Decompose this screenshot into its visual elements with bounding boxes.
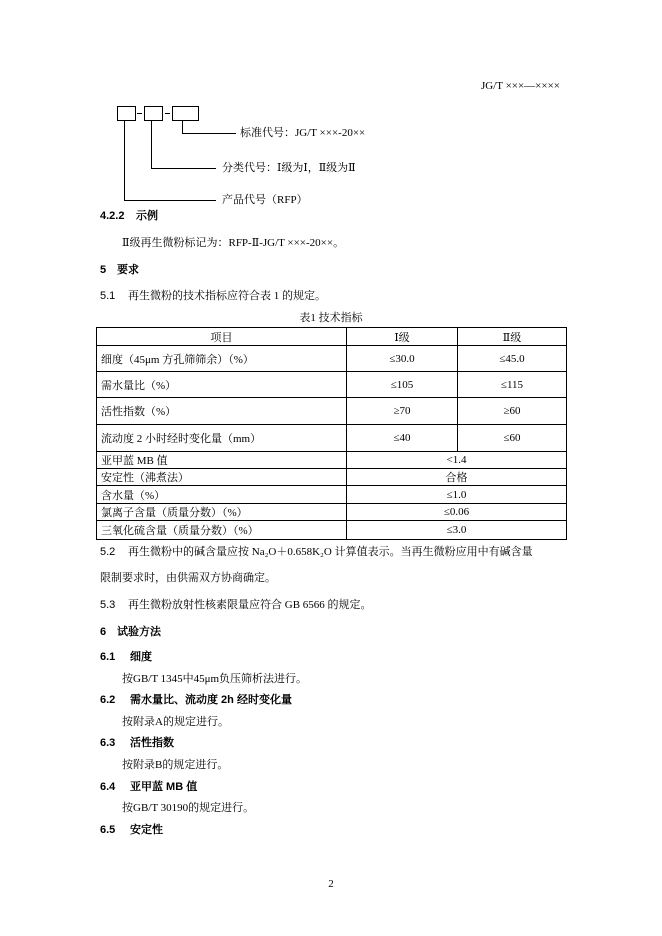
section-number: 5.3	[100, 599, 116, 611]
section-title: 安定性	[130, 824, 163, 836]
row-grade-2: ≤60	[458, 425, 567, 452]
table-row	[97, 469, 567, 486]
row-grade-2: ≤45.0	[458, 346, 567, 372]
row-grade-2: ≥60	[458, 398, 567, 425]
row-grade-1: ≤105	[347, 372, 458, 398]
standard-code-label: 标准代号：JG/T ×××-20××	[240, 127, 366, 139]
section-5-2-paragraph	[100, 545, 533, 559]
table-row	[97, 425, 567, 452]
row-item: 亚甲蓝 MB 值	[97, 452, 347, 469]
section-number: 5.2	[100, 546, 116, 558]
grade-code-box	[145, 107, 163, 121]
section-6-1-body: 按GB/T 1345中45μm负压筛析法进行。	[122, 673, 308, 685]
row-item: 需水量比（%）	[97, 372, 347, 398]
row-item: 三氧化硫含量（质量分数）（%）	[97, 521, 347, 540]
row-grade-2: ≤115	[458, 372, 567, 398]
table-row	[97, 521, 567, 540]
section-6-heading	[100, 625, 161, 639]
product-code-label: 产品代号（RFP）	[222, 194, 308, 206]
section-number: 6.3	[100, 737, 116, 749]
table-header-row	[97, 328, 567, 346]
section-number: 5	[100, 264, 107, 276]
standard-code-leader	[183, 121, 237, 134]
table-caption: 表1 技术指标	[299, 312, 363, 324]
section-6-1-heading	[100, 650, 152, 664]
section-6-2-heading	[100, 693, 292, 707]
section-6-5-heading	[100, 823, 163, 837]
section-6-3-body: 按附录B的规定进行。	[122, 759, 229, 771]
section-title: 需水量比、流动度 2h 经时变化量	[130, 694, 292, 706]
paragraph-text: 再生微粉的技术指标应符合表 1 的规定。	[128, 290, 326, 302]
section-number: 6.5	[100, 824, 116, 836]
section-title: 试验方法	[117, 626, 161, 638]
row-grade-1: ≥70	[347, 398, 458, 425]
table-row	[97, 372, 567, 398]
paragraph-text-line-1: 再生微粉中的碱含量应按 Na₂O＋0.658K₂O 计算值表示。当再生微粉应用中有碱含量	[128, 546, 533, 558]
row-common-value: <1.4	[347, 452, 567, 469]
section-number: 4.2.2	[100, 210, 125, 222]
section-title: 活性指数	[130, 737, 174, 749]
section-6-2-body: 按附录A的规定进行。	[122, 716, 229, 728]
row-grade-1: ≤30.0	[347, 346, 458, 372]
section-number: 6	[100, 626, 107, 638]
section-title: 要求	[117, 264, 139, 276]
section-title: 亚甲蓝 MB 值	[130, 781, 198, 793]
section-6-4-body: 按GB/T 30190的规定进行。	[122, 802, 255, 814]
row-grade-1: ≤40	[347, 425, 458, 452]
row-item: 氯离子含量（质量分数）（%）	[97, 504, 347, 521]
header-grade-1: Ⅰ级	[347, 328, 458, 346]
section-number: 6.1	[100, 651, 116, 663]
row-common-value: ≤1.0	[347, 486, 567, 504]
technical-spec-table	[96, 327, 567, 540]
row-item: 安定性（沸煮法）	[97, 469, 347, 486]
grade-code-leader	[152, 121, 217, 169]
section-title: 示例	[136, 210, 158, 222]
section-4-2-2-heading	[100, 209, 158, 223]
table-row	[97, 346, 567, 372]
section-number: 5.1	[100, 290, 116, 302]
paragraph-text: 再生微粉放射性核素限量应符合 GB 6566 的规定。	[128, 599, 372, 611]
row-common-value: ≤0.06	[347, 504, 567, 521]
table-row	[97, 504, 567, 521]
example-marking-text: Ⅱ级再生微粉标记为：RFP-Ⅱ-JG/T ×××-20××。	[122, 237, 345, 249]
standard-code-box	[173, 107, 199, 121]
section-5-heading	[100, 263, 139, 277]
table-row	[97, 486, 567, 504]
table-row	[97, 452, 567, 469]
section-5-3-paragraph	[100, 598, 372, 612]
row-item: 含水量（%）	[97, 486, 347, 504]
row-common-value: ≤3.0	[347, 521, 567, 540]
row-item: 流动度 2 小时经时变化量（mm）	[97, 425, 347, 452]
page-number: 2	[328, 878, 334, 890]
product-code-box	[118, 107, 136, 121]
paragraph-text-line-2: 限制要求时，由供需双方协商确定。	[100, 572, 276, 584]
section-title: 细度	[130, 651, 152, 663]
section-5-1-paragraph	[100, 289, 326, 303]
section-6-4-heading	[100, 780, 197, 794]
marking-diagram	[0, 0, 662, 220]
product-code-leader	[125, 121, 217, 201]
section-number: 6.2	[100, 694, 116, 706]
document-code-header: JG/T ×××—××××	[481, 80, 560, 92]
section-6-3-heading	[100, 736, 174, 750]
row-item: 活性指数（%）	[97, 398, 347, 425]
header-grade-2: Ⅱ级	[458, 328, 567, 346]
row-common-value: 合格	[347, 469, 567, 486]
header-item: 项目	[97, 328, 347, 346]
row-item: 细度（45μm 方孔筛筛余）（%）	[97, 346, 347, 372]
section-number: 6.4	[100, 781, 116, 793]
grade-code-label: 分类代号：Ⅰ级为Ⅰ，Ⅱ级为Ⅱ	[222, 162, 356, 174]
table-row	[97, 398, 567, 425]
